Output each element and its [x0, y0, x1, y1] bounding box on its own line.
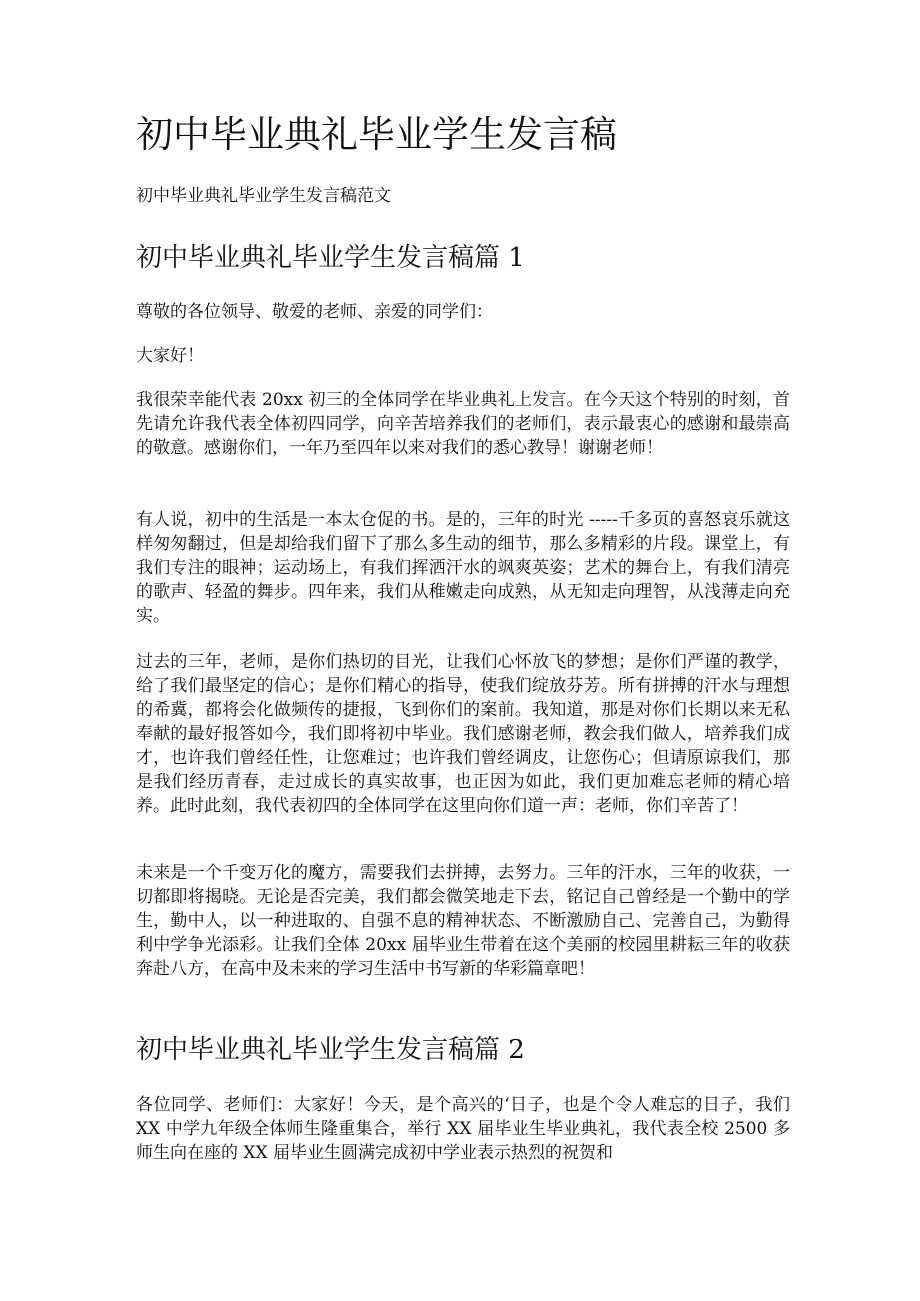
document-subtitle: 初中毕业典礼毕业学生发言稿范文 [136, 186, 391, 206]
section-1-greeting: 尊敬的各位领导、敬爱的老师、亲爱的同学们： [136, 302, 493, 322]
section-2-heading: 初中毕业典礼毕业学生发言稿篇 2 [136, 1035, 525, 1065]
section-1-paragraph-4: 未来是一个千变万化的魔方，需要我们去拼搏，去努力。三年的汗水，三年的收获，一切都即将揭晓。无论是否完美，我们都会微笑地走下去，铭记自己曾经是一个勤中的学生，勤中人，以一种进取的、自强不息的精神状态、不断激励自己、完善自己，为勤得利中学争光添彩。让我们全体 20xx 届毕业生带着在这个美丽的校园里耕耘三年的收获奔赴八方，在高中及未来的学习生活中书写新的华彩篇章吧！ [136, 863, 790, 979]
section-1-paragraph-2: 有人说，初中的生活是一本太仓促的书。是的，三年的时光 -----千多页的喜怒哀乐就这样匆匆翻过，但是却给我们留下了那么多生动的细节，那么多精彩的片段。课堂上，有我们专注的眼神；运动场上，有我们挥洒汗水的飒爽英姿；艺术的舞台上，有我们清亮的歌声、轻盈的舞步。四年来，我们从稚嫩走向成熟，从无知走向理智，从浅薄走向充实。 [136, 510, 790, 626]
document-title: 初中毕业典礼毕业学生发言稿 [136, 113, 617, 156]
section-1-heading: 初中毕业典礼毕业学生发言稿篇 1 [136, 243, 525, 273]
section-2-paragraph-1: 各位同学、老师们：大家好！今天，是个高兴的‘日子，也是个令人难忘的日子，我们 XX 中学九年级全体师生隆重集合，举行 XX 届毕业生毕业典礼，我代表全校 2500 多师生向在座的 XX 届毕业生圆满完成初中学业表示热烈的祝贺和 [136, 1095, 790, 1163]
section-1-hello: 大家好！ [136, 346, 204, 366]
section-1-paragraph-3: 过去的三年，老师，是你们热切的目光，让我们心怀放飞的梦想；是你们严谨的教学，给了我们最坚定的信心；是你们精心的指导，使我们绽放芬芳。所有拼搏的汗水与理想的希冀，都将会化做频传的捷报，飞到你们的案前。我知道，那是对你们长期以来无私奉献的最好报答如今，我们即将初中毕业。我们感谢老师，教会我们做人，培养我们成才，也许我们曾经任性，让您难过；也许我们曾经调皮，让您伤心；但请原谅我们，那是我们经历青春，走过成长的真实故事，也正因为如此，我们更加难忘老师的精心培养。此时此刻，我代表初四的全体同学在这里向你们道一声：老师，你们辛苦了！ [136, 652, 790, 816]
section-1-paragraph-1: 我很荣幸能代表 20xx 初三的全体同学在毕业典礼上发言。在今天这个特别的时刻，首先请允许我代表全体初四同学，向辛苦培养我们的老师们，表示最衷心的感谢和最崇高的敬意。感谢你们，一年乃至四年以来对我们的悉心教导！谢谢老师！ [136, 390, 790, 458]
